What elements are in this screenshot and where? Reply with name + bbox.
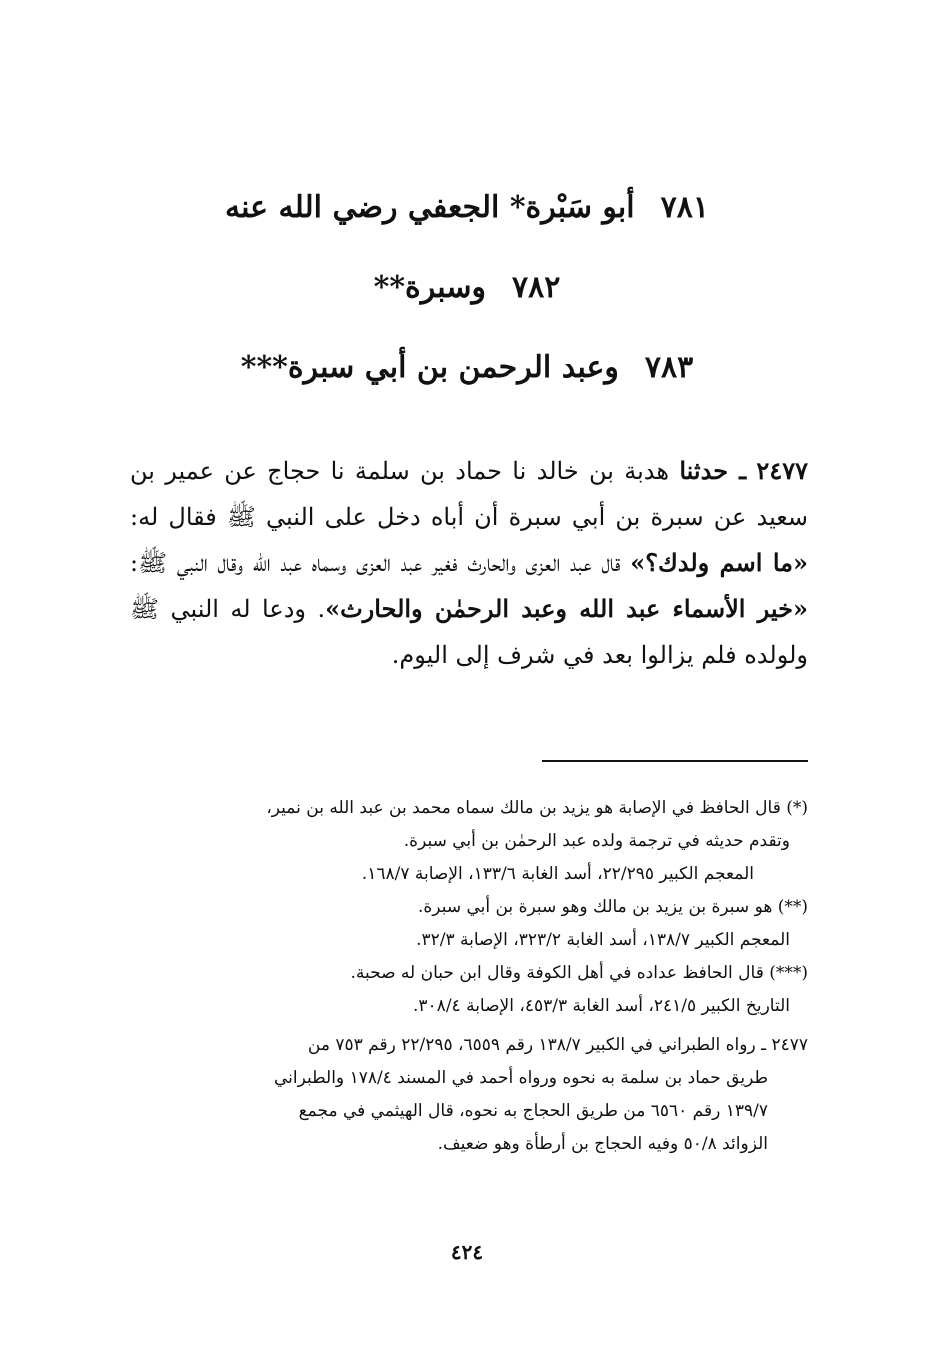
- heading-number: ٧٨٢: [511, 270, 561, 305]
- footnote-line: (*) قال الحافظ في الإصابة هو يزيد بن مالك سماه محمد بن عبد الله بن نمير،: [266, 798, 808, 818]
- page-number: ٤٢٤: [450, 1240, 484, 1264]
- heading-number: ٧٨١: [660, 190, 709, 225]
- takhrij-line: ١٣٩/٧ رقم ٦٥٦٠ من طريق الحجاج به نحوه، قال الهيثمي في مجمع: [298, 1101, 768, 1121]
- hadith-quote-1: «ما اسم ولدك؟»: [630, 548, 808, 577]
- heading-number: ٧٨٣: [644, 350, 694, 385]
- footnote-line: المعجم الكبير ٢٢/٢٩٥، أسد الغابة ١٣٣/٦، الإصابة ١٦٨/٧.: [361, 864, 754, 884]
- takhrij-line: الزوائد ٥٠/٨ وفيه الحجاج بن أرطأة وهو ضعيف.: [437, 1134, 768, 1154]
- hadith-quote-2: «خير الأسماء عبد الله وعبد الرحمٰن والحارث»: [325, 594, 808, 623]
- chapter-headings: [120, 168, 814, 408]
- heading-title: وسبرة**: [373, 270, 486, 305]
- takhrij-line: طريق حماد بن سلمة به نحوه ورواه أحمد في المسند ١٧٨/٤ والطبراني: [273, 1068, 768, 1088]
- footnote-line: (***) قال الحافظ عداده في أهل الكوفة وقال ابن حبان له صحبة.: [350, 963, 808, 983]
- heading-781: [120, 168, 814, 248]
- footnote-line: المعجم الكبير ١٣٨/٧، أسد الغابة ٣٢٣/٢، الإصابة ٣٢/٣.: [416, 930, 790, 950]
- footnotes: [120, 792, 808, 1161]
- footnote-line: (**) هو سبرة بن يزيد بن مالك وهو سبرة بن أبي سبرة.: [418, 897, 808, 917]
- hadith-part-2: قال عبد العزى والحارث فغير عبد العزى وسماه عبد الله وقال النبي ﷺ:: [130, 549, 621, 577]
- heading-title: أبو سَبْرة* الجعفي رضي الله عنه: [225, 190, 635, 225]
- heading-title: وعبد الرحمن بن أبي سبرة***: [240, 350, 619, 385]
- heading-782: [120, 248, 814, 328]
- footnote-line: وتقدم حديثه في ترجمة ولده عبد الرحمٰن بن أبي سبرة.: [403, 831, 790, 851]
- hadith-lead: حدثنا: [679, 456, 729, 485]
- hadith-number: ٢٤٧٧: [756, 456, 808, 485]
- footnote-line: التاريخ الكبير ٢٤١/٥، أسد الغابة ٤٥٣/٣، الإصابة ٣٠٨/٤.: [413, 996, 790, 1016]
- footnote-separator: [542, 760, 808, 762]
- hadith-text: ٢٤٧٧ ـ حدثنا هدبة بن خالد نا حماد بن سلمة نا حجاج عن عمير بن سعيد عن سبرة بن أبي سبرة أن أباه دخل على النبي ﷺ فقال له: «ما اسم ولدك؟» قال عبد العزى والحارث فغير عبد العزى وسماه عبد الله وقال النبي ﷺ: «خير الأسماء عبد الله وعبد الرحمٰن والحارث». ودعا له النبي ﷺ ولولده فلم يزالوا بعد في شرف إلى اليوم.: [130, 456, 808, 669]
- takhrij-note: [120, 1029, 808, 1161]
- heading-783: [120, 328, 814, 408]
- takhrij-line: ٢٤٧٧ ـ رواه الطبراني في الكبير ١٣٨/٧ رقم ٦٥٥٩، ٢٢/٢٩٥ رقم ٧٥٣ من: [307, 1035, 808, 1055]
- hadith-part-1: هدبة بن خالد نا حماد بن سلمة نا حجاج عن عمير بن سعيد عن سبرة بن أبي سبرة أن أباه دخل على النبي ﷺ فقال له:: [130, 457, 808, 531]
- hadith-part-3: . ودعا له النبي ﷺ ولولده فلم يزالوا بعد في شرف إلى اليوم.: [130, 595, 808, 669]
